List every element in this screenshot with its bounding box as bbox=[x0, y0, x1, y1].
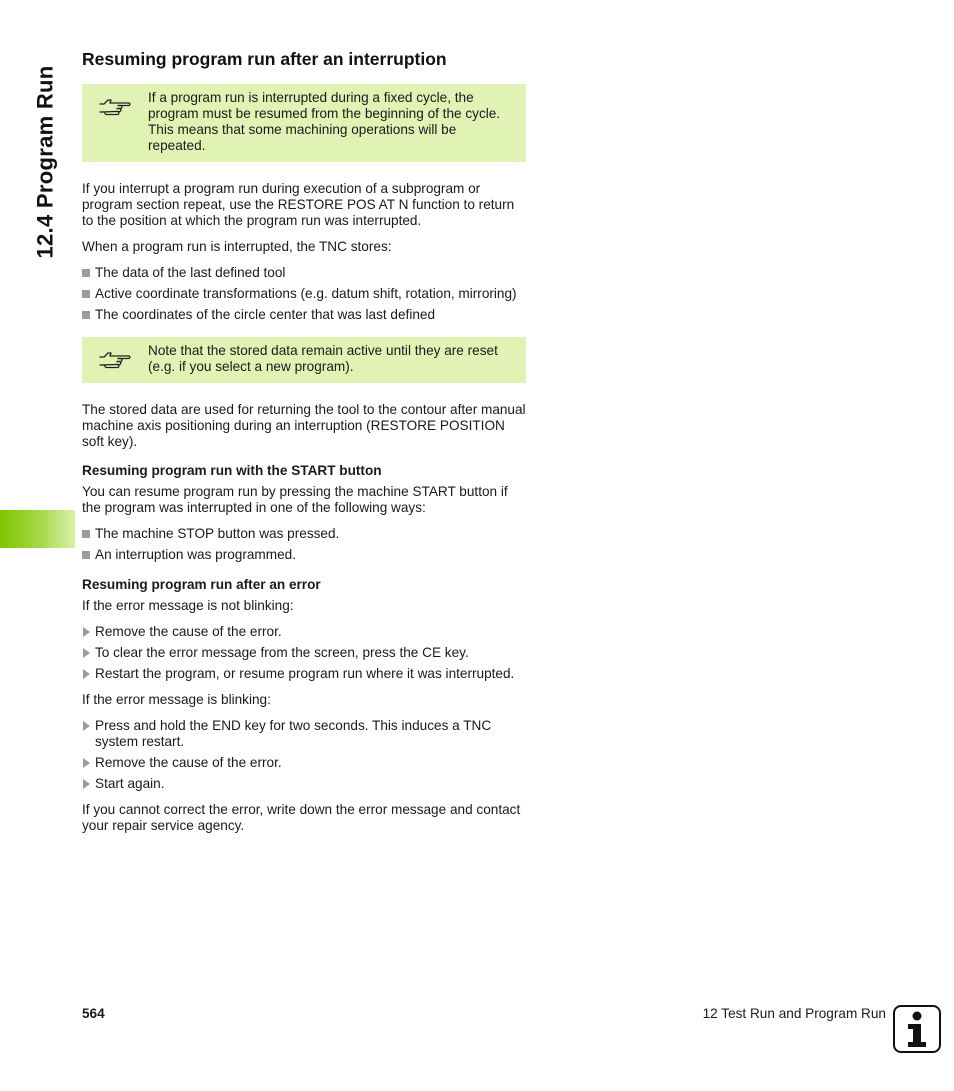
subsection-heading: Resuming program run with the START button bbox=[82, 463, 382, 478]
note-text: If a program run is interrupted during a fixed cycle, the program must be resumed from the beginning of the cycle. This means that some machining operations will be repeated. bbox=[148, 90, 501, 153]
interruption-list bbox=[82, 526, 526, 563]
list-item: Active coordinate transformations (e.g. datum shift, rotation, mirroring) bbox=[82, 286, 526, 302]
step-item: Restart the program, or resume program run where it was interrupted. bbox=[82, 666, 526, 682]
list-item: The coordinates of the circle center that was last defined bbox=[82, 307, 526, 323]
steps-not-blinking bbox=[82, 624, 526, 682]
step-item: Remove the cause of the error. bbox=[82, 755, 526, 771]
info-icon[interactable] bbox=[893, 1005, 941, 1053]
list-item: An interruption was programmed. bbox=[82, 547, 526, 563]
paragraph: When a program run is interrupted, the TNC stores: bbox=[82, 239, 392, 254]
stored-data-list bbox=[82, 265, 526, 323]
chapter-footer: 12 Test Run and Program Run bbox=[702, 1006, 886, 1021]
page-number: 564 bbox=[82, 1006, 105, 1021]
paragraph: If the error message is blinking: bbox=[82, 692, 271, 707]
paragraph: If the error message is not blinking: bbox=[82, 598, 294, 613]
section-heading: Resuming program run after an interruption bbox=[82, 49, 447, 69]
note-text: Note that the stored data remain active until they are reset (e.g. if you select a new program). bbox=[148, 343, 498, 374]
paragraph: The stored data are used for returning the tool to the contour after manual machine axis positioning during an interruption (RESTORE POSITION soft key). bbox=[82, 402, 526, 449]
pointing-hand-icon bbox=[82, 90, 148, 118]
note-box bbox=[82, 84, 526, 162]
list-item: The data of the last defined tool bbox=[82, 265, 526, 281]
paragraph: If you cannot correct the error, write down the error message and contact your repair service agency. bbox=[82, 802, 521, 833]
list-item: The machine STOP button was pressed. bbox=[82, 526, 526, 542]
step-item: To clear the error message from the screen, press the CE key. bbox=[82, 645, 526, 661]
step-item: Start again. bbox=[82, 776, 526, 792]
paragraph: You can resume program run by pressing the machine START button if the program was interrupted in one of the following ways: bbox=[82, 484, 508, 515]
chapter-tab-marker bbox=[0, 510, 75, 548]
subsection-heading: Resuming program run after an error bbox=[82, 577, 321, 592]
page-content bbox=[82, 48, 526, 844]
paragraph: If you interrupt a program run during execution of a subprogram or program section repeat, use the RESTORE POS AT N function to return to the position at which the program run was interrupted. bbox=[82, 181, 515, 228]
note-box bbox=[82, 337, 526, 383]
chapter-side-title-text: 12.4 Program Run bbox=[33, 65, 59, 259]
pointing-hand-icon bbox=[82, 343, 148, 371]
step-item: Remove the cause of the error. bbox=[82, 624, 526, 640]
step-item: Press and hold the END key for two seconds. This induces a TNC system restart. bbox=[82, 718, 526, 750]
chapter-side-title bbox=[28, 52, 64, 272]
steps-blinking bbox=[82, 718, 526, 792]
